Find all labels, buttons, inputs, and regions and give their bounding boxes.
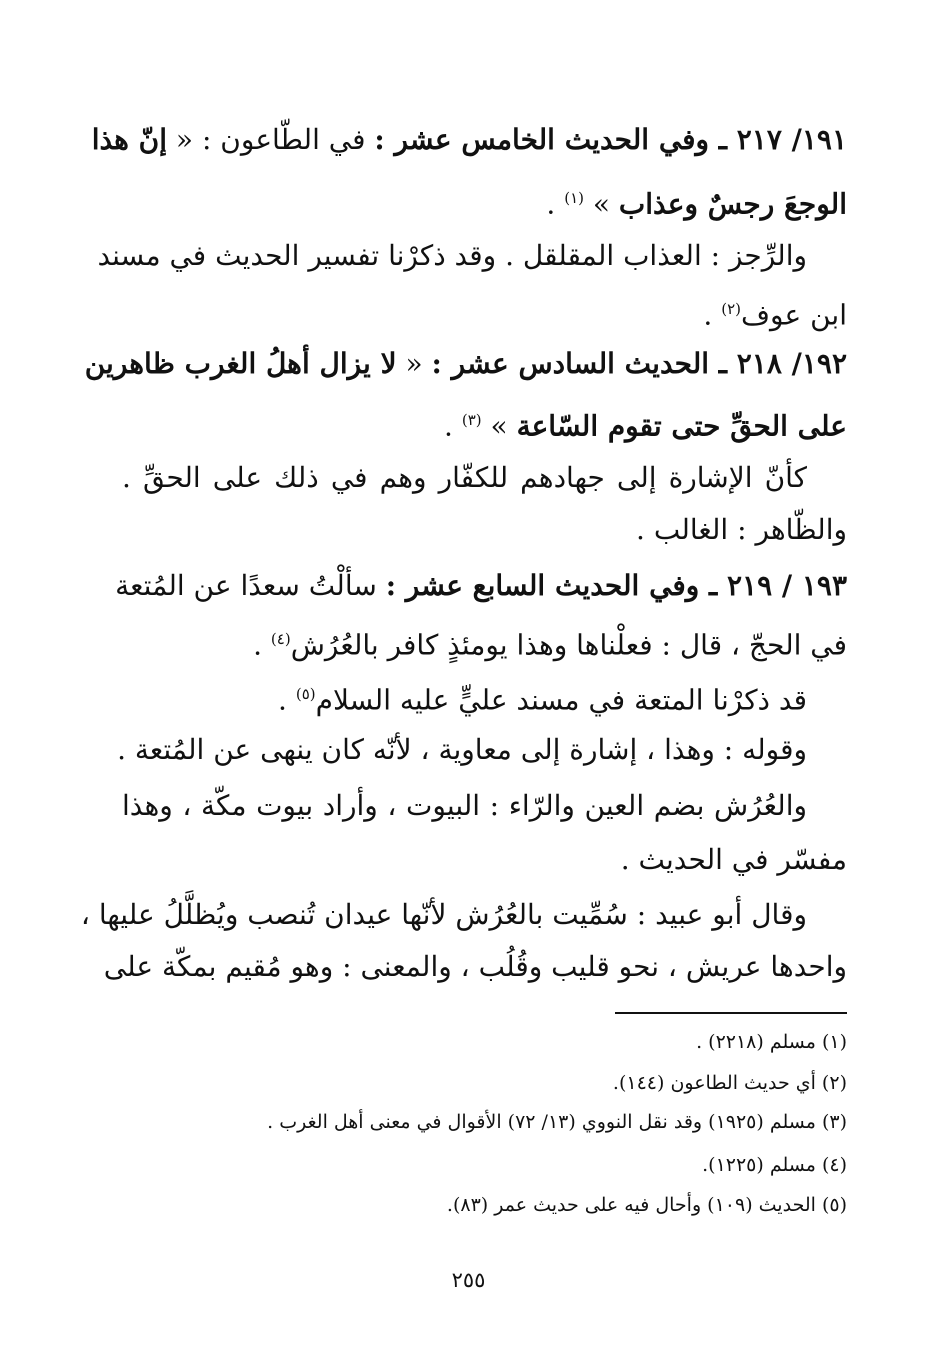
hadith-quote: إنّ هذا: [91, 123, 168, 156]
text-segment: قد ذكرْنا المتعة في مسند عليٍّ عليه السلام: [315, 683, 807, 717]
footnote-1: (١) مسلم (٢٢١٨) .: [696, 1031, 847, 1053]
text-line-2: [122, 178, 847, 221]
text-segment: «: [396, 347, 432, 380]
text-line-5: [84, 344, 847, 384]
footnote-marker: (٤): [270, 630, 291, 648]
footnote-2: (٢) أي حديث الطاعون (١٤٤).: [612, 1072, 847, 1094]
text-segment: ابن عوف: [741, 298, 847, 332]
text-segment: .: [546, 187, 565, 221]
hadith-heading: ١٩٢/ ٢١٨ ـ الحديث السادس عشر :: [431, 347, 847, 380]
text-line-9: [115, 566, 847, 606]
hadith-heading: ١٩١/ ٢١٧ ـ وفي الحديث الخامس عشر :: [374, 123, 847, 156]
footnote-marker: (٥): [295, 685, 316, 703]
text-line-10: [122, 619, 847, 662]
text-line-16: واحدها عريش ، نحو قليب وقُلُب ، والمعنى : وهو مُقيم بمكّة على: [103, 950, 847, 983]
text-line-8: والظّاهر : الغالب .: [636, 513, 847, 546]
footnote-marker: (١): [564, 189, 584, 207]
hadith-heading: ١٩٣ / ٢١٩ ـ وفي الحديث السابع عشر :: [385, 569, 847, 602]
text-line-14: مفسّر في الحديث .: [620, 843, 847, 876]
hadith-quote: لا يزال أهلُ الغرب ظاهرين: [84, 347, 397, 380]
text-line-4: [122, 289, 847, 332]
text-segment: »: [583, 187, 619, 221]
text-line-13: والعُرُش بضم العين والرّاء : البيوت ، وأراد بيوت مكّة ، وهذا: [122, 789, 807, 822]
text-segment: .: [253, 628, 271, 662]
hadith-quote: الوجعَ رجسٌ وعذاب: [618, 187, 847, 221]
footnote-marker: (٢): [721, 300, 742, 318]
text-segment: .: [444, 409, 462, 443]
text-segment: في الطّاعون : «: [167, 123, 375, 156]
text-line-3: والرِّجز : العذاب المقلقل . وقد ذكرْنا تفسير الحديث في مسند: [97, 239, 807, 272]
text-segment: سألْتُ سعدًا عن المُتعة: [115, 569, 386, 602]
text-line-15: وقال أبو عبيد : سُمِّيت بالعُرُش لأنّها عيدان تُنصب ويُظلَّلُ عليها ،: [80, 898, 807, 931]
footnote-5: (٥) الحديث (١٠٩) وأحال فيه على حديث عمر (٨٣).: [446, 1194, 847, 1216]
text-line-12: وقوله : وهذا ، إشارة إلى معاوية ، لأنّه كان ينهى عن المُتعة .: [117, 733, 807, 766]
footnote-marker: (٣): [461, 411, 482, 429]
text-segment: في الحجّ ، قال : فعلْناها وهذا يومئذٍ كافر بالعُرُش: [290, 628, 847, 662]
text-line-1: [91, 120, 847, 160]
footnote-separator: [615, 1012, 847, 1014]
text-line-6: [122, 400, 847, 443]
hadith-quote: على الحقِّ حتى تقوم السّاعة: [516, 409, 847, 443]
page-number: ٢٥٥: [451, 1268, 486, 1292]
text-segment: .: [703, 298, 722, 332]
text-line-7: كأنّ الإشارة إلى جهادهم للكفّار وهم في ذلك على الحقِّ .: [122, 461, 807, 494]
text-line-11: [122, 674, 807, 717]
footnote-4: (٤) مسلم (١٢٢٥).: [702, 1154, 847, 1176]
text-segment: »: [481, 409, 517, 443]
text-segment: .: [278, 683, 296, 717]
footnote-3: (٣) مسلم (١٩٢٥) وقد نقل النووي (١٣/ ٧٢) الأقوال في معنى أهل الغرب .: [267, 1111, 847, 1133]
